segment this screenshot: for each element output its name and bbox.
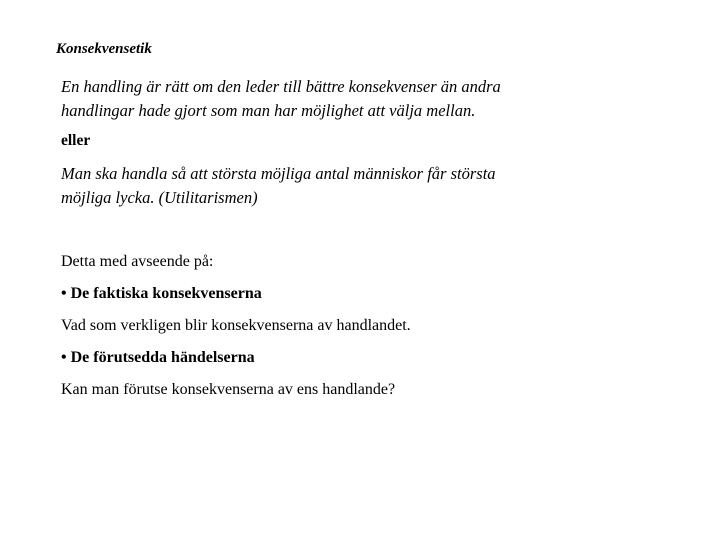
definition1-line1: En handling är rätt om den leder till bättre konsekvenser än andra — [61, 77, 501, 96]
page-title: Konsekvensetik — [56, 41, 152, 57]
point-heading-foreseen-events: • De förutsedda händelserna — [61, 349, 255, 366]
point-text-actual-consequences: Vad som verkligen blir konsekvenserna av handlandet. — [61, 317, 411, 334]
point-text-foreseen-events: Kan man förutse konsekvenserna av ens handlande? — [61, 381, 396, 398]
intro-text: Detta med avseende på: — [61, 253, 214, 270]
point-heading-actual-consequences: • De faktiska konsekvenserna — [61, 285, 262, 302]
definition2-line1: Man ska handla så att största möjliga antal människor får största — [61, 164, 496, 183]
definition-utilitarianism — [61, 162, 621, 210]
definition-consequentialism — [61, 75, 621, 123]
definition1-line2: handlingar hade gjort som man har möjlighet att välja mellan. — [61, 101, 476, 120]
definition2-line2: möjliga lycka. (Utilitarismen) — [61, 188, 258, 207]
or-label: eller — [61, 132, 91, 149]
